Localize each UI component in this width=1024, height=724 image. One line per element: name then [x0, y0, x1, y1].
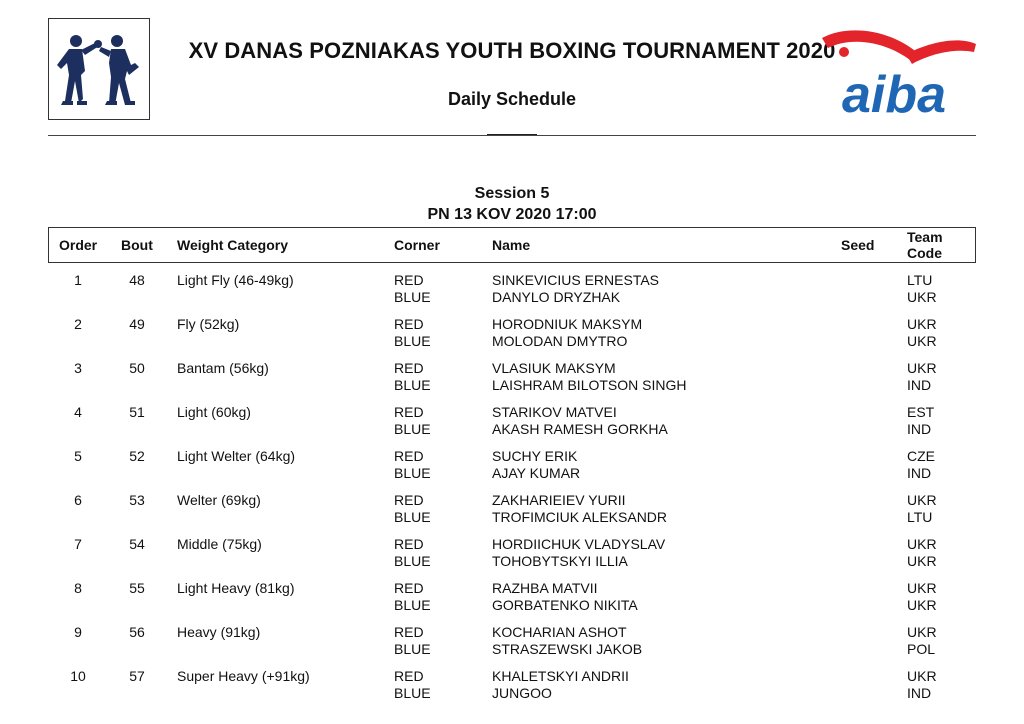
red-team-code: UKR	[907, 492, 937, 508]
blue-corner: BLUE	[394, 685, 431, 701]
blue-team-code: UKR	[907, 289, 937, 305]
bout-row	[0, 402, 1024, 446]
bout-row	[0, 578, 1024, 622]
red-boxer-name: KOCHARIAN ASHOT	[492, 624, 627, 640]
bout-row	[0, 314, 1024, 358]
weight-category: Light Fly (46-49kg)	[177, 272, 294, 288]
header-name: Name	[492, 237, 531, 253]
bout-number: 50	[129, 360, 145, 376]
blue-corner: BLUE	[394, 289, 431, 305]
aiba-logo	[818, 20, 980, 120]
bout-row	[0, 358, 1024, 402]
bout-number: 48	[129, 272, 145, 288]
bout-number: 52	[129, 448, 145, 464]
bout-number: 51	[129, 404, 145, 420]
blue-boxer-name: TOHOBYTSKYI ILLIA	[492, 553, 628, 569]
bout-order: 2	[74, 316, 82, 332]
blue-team-code: UKR	[907, 553, 937, 569]
weight-category: Super Heavy (+91kg)	[177, 668, 310, 684]
red-team-code: UKR	[907, 580, 937, 596]
blue-boxer-name: TROFIMCIUK ALEKSANDR	[492, 509, 668, 525]
bout-order: 5	[74, 448, 82, 464]
bout-number: 53	[129, 492, 145, 508]
red-corner: RED	[394, 536, 424, 552]
red-boxer-name: RAZHBA MATVII	[492, 580, 598, 596]
bout-order: 3	[74, 360, 82, 376]
bout-number: 54	[129, 536, 145, 552]
bout-row	[0, 270, 1024, 314]
blue-team-code: LTU	[907, 509, 933, 525]
weight-category: Light (60kg)	[177, 404, 251, 420]
aiba-swoosh-icon	[818, 20, 980, 120]
bout-order: 9	[74, 624, 82, 640]
bout-order: 8	[74, 580, 82, 596]
blue-corner: BLUE	[394, 377, 431, 393]
blue-boxer-name: AJAY KUMAR	[492, 465, 581, 481]
document-subtitle: Daily Schedule	[447, 89, 577, 109]
blue-boxer-name: MOLODAN DMYTRO	[492, 333, 628, 349]
red-corner: RED	[394, 448, 424, 464]
header-corner: Corner	[394, 237, 440, 253]
bout-number: 55	[129, 580, 145, 596]
header-team-code-line2: Code	[907, 245, 942, 261]
red-boxer-name: VLASIUK MAKSYM	[492, 360, 616, 376]
bout-row	[0, 534, 1024, 578]
red-corner: RED	[394, 360, 424, 376]
header-bout: Bout	[121, 237, 153, 253]
bout-order: 10	[70, 668, 86, 684]
red-team-code: UKR	[907, 624, 937, 640]
bout-row	[0, 666, 1024, 710]
bout-order: 4	[74, 404, 82, 420]
blue-corner: BLUE	[394, 553, 431, 569]
weight-category: Welter (69kg)	[177, 492, 261, 508]
blue-corner: BLUE	[394, 421, 431, 437]
weight-category: Middle (75kg)	[177, 536, 262, 552]
red-boxer-name: SINKEVICIUS ERNESTAS	[492, 272, 660, 288]
red-corner: RED	[394, 272, 424, 288]
red-team-code: UKR	[907, 536, 937, 552]
blue-boxer-name: STRASZEWSKI JAKOB	[492, 641, 643, 657]
blue-team-code: IND	[907, 685, 932, 701]
aiba-wordmark: aiba	[842, 66, 947, 120]
red-boxer-name: HORODNIUK MAKSYM	[492, 316, 643, 332]
header-seed: Seed	[841, 237, 875, 253]
header-divider	[48, 135, 976, 136]
blue-corner: BLUE	[394, 509, 431, 525]
table-header	[48, 227, 976, 263]
bout-order: 6	[74, 492, 82, 508]
red-team-code: UKR	[907, 668, 937, 684]
header-order: Order	[59, 237, 98, 253]
red-boxer-name: ZAKHARIEIEV YURII	[492, 492, 626, 508]
blue-team-code: IND	[907, 465, 932, 481]
bout-row	[0, 490, 1024, 534]
red-corner: RED	[394, 624, 424, 640]
bout-order: 7	[74, 536, 82, 552]
red-corner: RED	[394, 492, 424, 508]
red-corner: RED	[394, 668, 424, 684]
bout-order: 1	[74, 272, 82, 288]
red-corner: RED	[394, 580, 424, 596]
blue-team-code: IND	[907, 377, 932, 393]
blue-corner: BLUE	[394, 641, 431, 657]
session-name: Session 5	[474, 185, 550, 202]
weight-category: Light Welter (64kg)	[177, 448, 296, 464]
weight-category: Bantam (56kg)	[177, 360, 269, 376]
header-weight-category: Weight Category	[177, 237, 288, 253]
red-corner: RED	[394, 316, 424, 332]
red-team-code: UKR	[907, 316, 937, 332]
blue-corner: BLUE	[394, 333, 431, 349]
header-divider-accent	[487, 134, 537, 135]
blue-boxer-name: GORBATENKO NIKITA	[492, 597, 638, 613]
blue-boxer-name: LAISHRAM BILOTSON SINGH	[492, 377, 687, 393]
bout-number: 56	[129, 624, 145, 640]
red-boxer-name: KHALETSKYI ANDRII	[492, 668, 629, 684]
blue-team-code: UKR	[907, 333, 937, 349]
bout-row	[0, 622, 1024, 666]
blue-boxer-name: DANYLO DRYZHAK	[492, 289, 621, 305]
red-team-code: CZE	[907, 448, 935, 464]
session-datetime: PN 13 KOV 2020 17:00	[427, 206, 597, 223]
red-boxer-name: SUCHY ERIK	[492, 448, 578, 464]
blue-team-code: IND	[907, 421, 932, 437]
red-boxer-name: STARIKOV MATVEI	[492, 404, 617, 420]
weight-category: Light Heavy (81kg)	[177, 580, 295, 596]
weight-category: Heavy (91kg)	[177, 624, 261, 640]
document-title: XV DANAS POZNIAKAS YOUTH BOXING TOURNAMENT 2020	[188, 38, 836, 63]
weight-category: Fly (52kg)	[177, 316, 240, 332]
blue-team-code: POL	[907, 641, 936, 657]
blue-boxer-name: JUNGOO	[492, 685, 552, 701]
red-team-code: UKR	[907, 360, 937, 376]
blue-boxer-name: AKASH RAMESH GORKHA	[492, 421, 668, 437]
bout-number: 49	[129, 316, 145, 332]
blue-corner: BLUE	[394, 597, 431, 613]
red-team-code: EST	[907, 404, 935, 420]
red-boxer-name: HORDIICHUK VLADYSLAV	[492, 536, 666, 552]
header-team-code-line1: Team	[907, 229, 943, 245]
red-corner: RED	[394, 404, 424, 420]
bout-number: 57	[129, 668, 145, 684]
bout-row	[0, 446, 1024, 490]
blue-corner: BLUE	[394, 465, 431, 481]
red-team-code: LTU	[907, 272, 933, 288]
blue-team-code: UKR	[907, 597, 937, 613]
bout-list	[0, 270, 1024, 710]
